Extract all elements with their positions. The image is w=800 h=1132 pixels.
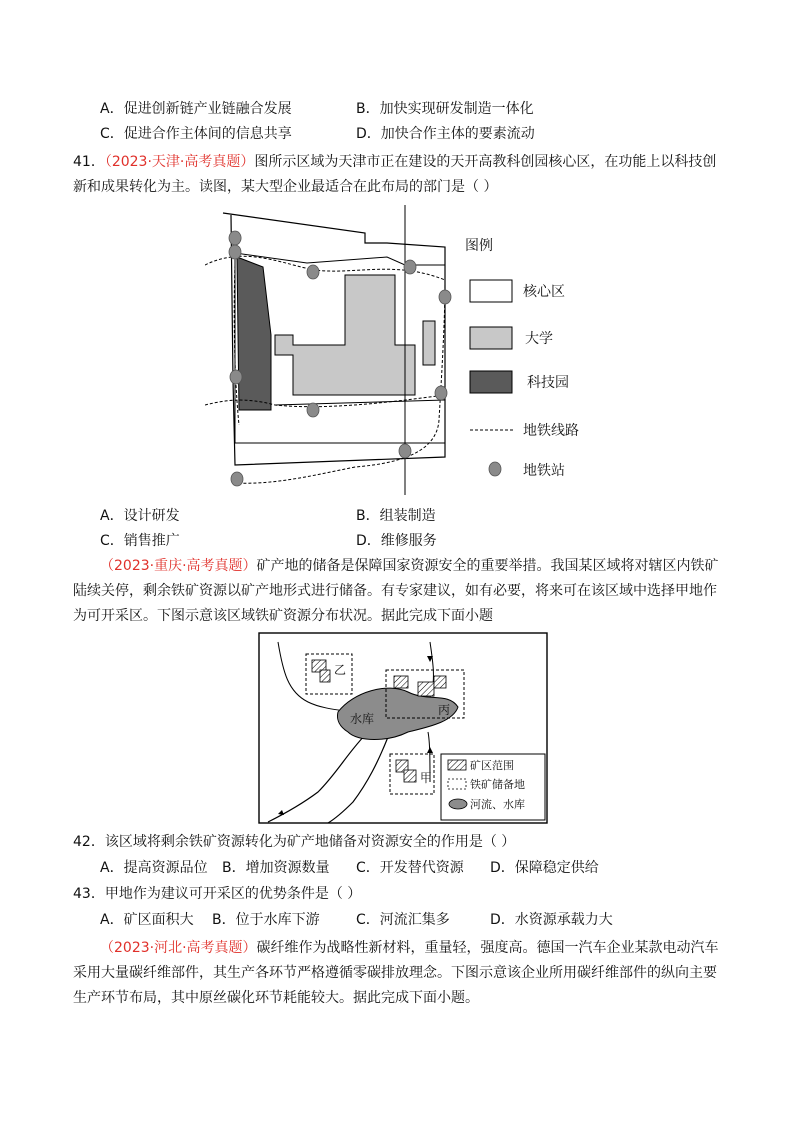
passage2-source: （2023·重庆·高考真题） (100, 558, 257, 574)
passage3-line2: 采用大量碳纤维部件，其生产各环节严格遵循零碳排放理念。下图示意该企业所用碳纤维部件的纵向主要 (73, 965, 717, 981)
legend-mine-area: 矿区范围 (470, 759, 514, 772)
q43-option-a: A．矿区面积大 (100, 912, 194, 928)
q41-stem-line1 (73, 152, 716, 172)
q41-legend-university: 大学 (525, 331, 553, 347)
passage3-line1 (100, 938, 719, 958)
passage3-line3: 生产环节布局，其中原丝碳化环节耗能较大。据此完成下面小题。 (73, 990, 479, 1006)
passage2-line2: 陆续关停，剩余铁矿资源以矿产地形式进行储备。有专家建议，如有必要，将来可在该区域中选择甲地作 (73, 583, 717, 599)
q42-option-c: C．开发替代资源 (356, 860, 464, 876)
q41-legend-metro-line: 地铁线路 (523, 423, 579, 439)
q41-option-d: D．维修服务 (356, 533, 437, 549)
q41-number: 41． (73, 154, 105, 170)
yi-label: 乙 (334, 663, 347, 677)
q40-option-a: A．促进创新链产业链融合发展 (100, 101, 292, 117)
passage2-text1: 矿产地的储备是保障国家资源安全的重要举措。我国某区域将对辖区内铁矿 (256, 558, 719, 574)
q41-stem-line2: 新和成果转化为主。读图，某大型企业最适合在此布局的部门是（ ） (73, 179, 498, 195)
q41-option-c: C．销售推广 (100, 533, 180, 549)
passage3-source: （2023·河北·高考真题） (100, 940, 257, 956)
q43-stem: 43．甲地作为建议可开采区的优势条件是（ ） (73, 886, 362, 902)
q41-legend-metro-station: 地铁站 (523, 463, 565, 479)
q40-option-d: D．加快合作主体的要素流动 (356, 126, 535, 142)
q41-legend-title: 图例 (465, 238, 493, 254)
q41-option-b: B．组装制造 (356, 508, 436, 524)
q41-map-figure (205, 205, 615, 500)
legend-iron-reserve: 铁矿储备地 (470, 778, 525, 791)
q42-stem: 42．该区域将剩余铁矿资源转化为矿产地储备对资源安全的作用是（ ） (73, 834, 516, 850)
q43-option-c: C．河流汇集多 (356, 912, 450, 928)
bing-label: 丙 (438, 703, 451, 717)
q42-option-b: B．增加资源数量 (222, 860, 330, 876)
q41-legend-core: 核心区 (523, 284, 565, 300)
q42-option-d: D．保障稳定供给 (490, 860, 599, 876)
q41-stem-text1: 图所示区域为天津市正在建设的天开高教科创园核心区，在功能上以科技创 (254, 154, 717, 170)
jia-label: 甲 (420, 771, 433, 785)
passage3-text1: 碳纤维作为战略性新材料，重量轻，强度高。德国一汽车企业某款电动汽车 (256, 940, 719, 956)
legend-river-reservoir: 河流、水库 (470, 798, 525, 811)
q41-source: （2023·天津·高考真题） (104, 154, 255, 170)
q40-option-b: B．加快实现研发制造一体化 (356, 101, 534, 117)
q43-option-d: D．水资源承载力大 (490, 912, 613, 928)
q43-option-b: B．位于水库下游 (212, 912, 320, 928)
reservoir-label: 水库 (350, 712, 375, 726)
passage2-line3: 为可开采区。下图示意该区域铁矿资源分布状况。据此完成下面小题 (73, 608, 493, 624)
passage2-line1 (100, 556, 719, 576)
q40-option-c: C．促进合作主体间的信息共享 (100, 126, 292, 142)
passage2-map-figure (258, 632, 548, 824)
q41-legend-techpark: 科技园 (527, 375, 569, 391)
q41-option-a: A．设计研发 (100, 508, 180, 524)
q42-option-a: A．提高资源品位 (100, 860, 208, 876)
